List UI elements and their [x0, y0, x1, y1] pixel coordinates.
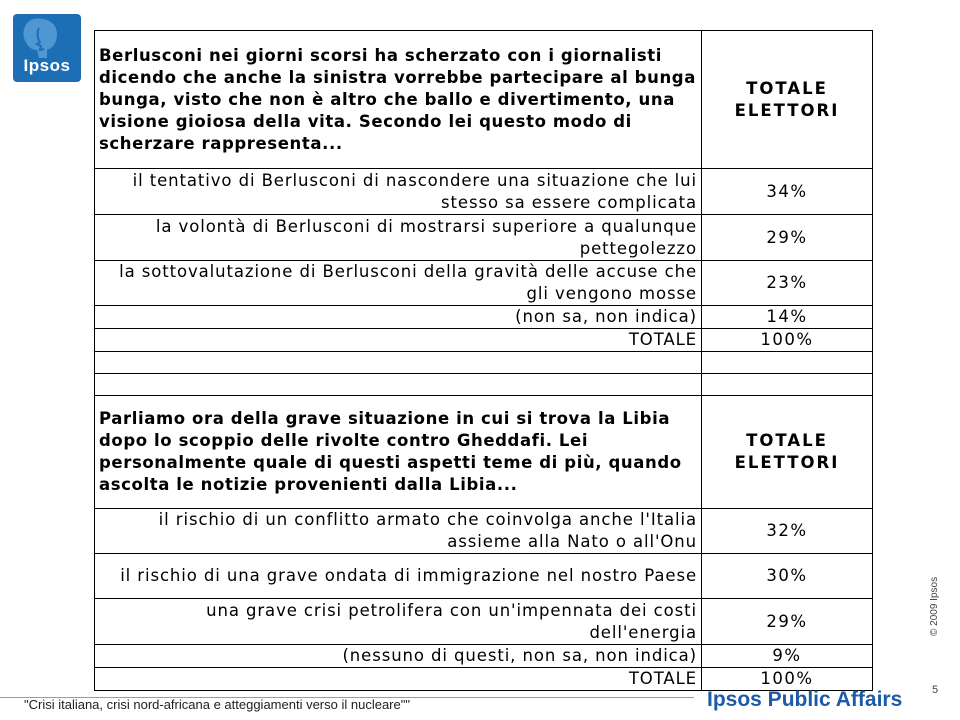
table1-column-header: TOTALE ELETTORI: [702, 31, 873, 169]
blank-cell: [95, 374, 702, 396]
page-number: 5: [932, 684, 939, 696]
table1-question: Berlusconi nei giorni scorsi ha scherzato con i giornalisti dicendo che anche la sinistra vorrebbe partecipare al bunga bunga, visto che non è altro che ballo e divertimento, una visione gioiosa della vita. Secondo lei questo modo di scherzare rappresenta...: [95, 31, 702, 169]
copyright-note: © 2009 Ipsos: [929, 576, 940, 636]
table2-column-header: TOTALE ELETTORI: [702, 396, 873, 509]
table2-row-value: 32%: [702, 509, 873, 554]
survey-table: [94, 30, 873, 691]
table2-row: [95, 599, 873, 645]
table1-row: [95, 169, 873, 215]
table2-row-value: 9%: [702, 645, 873, 668]
ipsos-logo: [13, 14, 81, 82]
blank-cell: [95, 352, 702, 374]
footer-title: "Crisi italiana, crisi nord-africana e atteggiamenti verso il nucleare"": [24, 697, 410, 712]
table1-row-label: la volontà di Berlusconi di mostrarsi superiore a qualunque pettegolezzo: [95, 215, 702, 261]
table2-row-value: 30%: [702, 554, 873, 599]
table1-row-value: 29%: [702, 215, 873, 261]
blank-row: [95, 374, 873, 396]
table1-row-label: la sottovalutazione di Berlusconi della gravità delle accuse che gli vengono mosse: [95, 261, 702, 306]
table2-total-label: TOTALE: [95, 668, 702, 691]
table2-row-label: (nessuno di questi, non sa, non indica): [95, 645, 702, 668]
table1-row-label: il tentativo di Berlusconi di nascondere una situazione che lui stesso sa essere complicata: [95, 169, 702, 215]
table1-row: [95, 261, 873, 306]
table2-header-row: [95, 396, 873, 509]
table1-row-label: (non sa, non indica): [95, 306, 702, 329]
blank-row: [95, 352, 873, 374]
table2-row-label: il rischio di una grave ondata di immigrazione nel nostro Paese: [95, 554, 702, 599]
table2-total-value: 100%: [702, 668, 873, 691]
blank-cell: [702, 352, 873, 374]
table2-row-label: il rischio di un conflitto armato che coinvolga anche l'Italia assieme alla Nato o all'Onu: [95, 509, 702, 554]
footer-brand: Ipsos Public Affairs: [707, 688, 903, 711]
table1-row-value: 14%: [702, 306, 873, 329]
table1-row-value: 23%: [702, 261, 873, 306]
table2-row-label: una grave crisi petrolifera con un'impennata dei costi dell'energia: [95, 599, 702, 645]
logo-text: Ipsos: [23, 56, 71, 75]
table1-row: [95, 306, 873, 329]
table2-question: Parliamo ora della grave situazione in cui si trova la Libia dopo lo scoppio delle rivolte contro Gheddafi. Lei personalmente quale di questi aspetti teme di più, quando ascolta le notizie provenienti dalla Libia...: [95, 396, 702, 509]
table1-row: [95, 215, 873, 261]
table1-total-row: [95, 329, 873, 352]
table1-total-label: TOTALE: [95, 329, 702, 352]
blank-cell: [702, 374, 873, 396]
table1-header-row: [95, 31, 873, 169]
table1-row-value: 34%: [702, 169, 873, 215]
table1-total-value: 100%: [702, 329, 873, 352]
table2-row: [95, 509, 873, 554]
table2-row-value: 29%: [702, 599, 873, 645]
table2-row: [95, 554, 873, 599]
table2-row: [95, 645, 873, 668]
